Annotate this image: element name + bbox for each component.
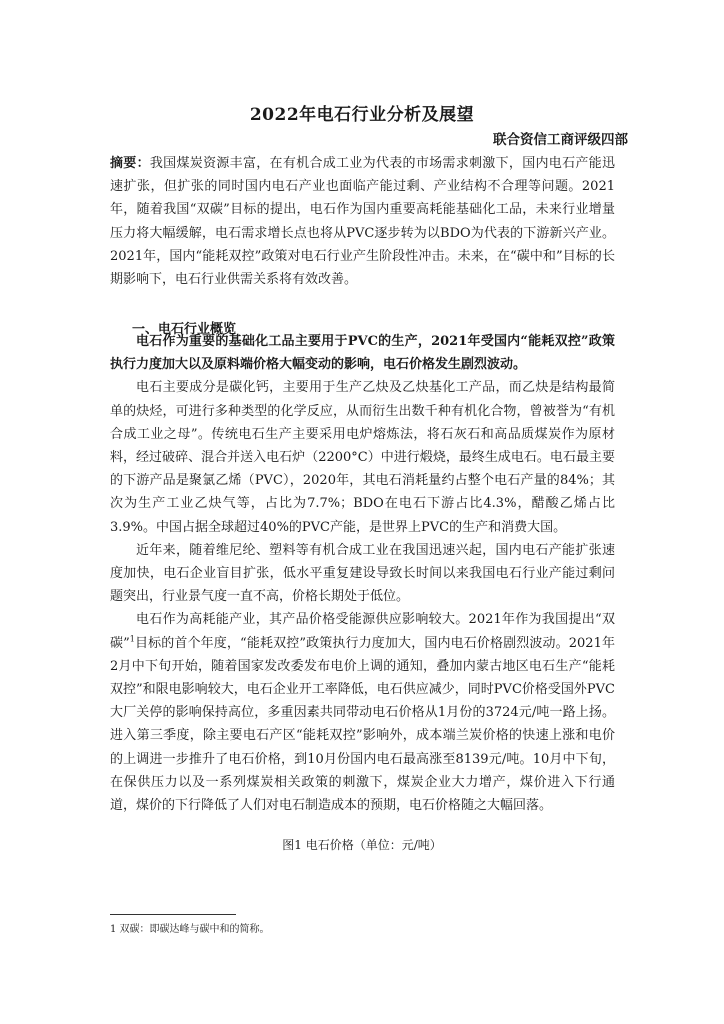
document-title: 2022年电石行业分析及展望: [249, 105, 475, 125]
section-body: [110, 330, 615, 817]
abstract-label: 摘要：: [110, 156, 150, 171]
footnote-ref: 1: [129, 634, 135, 644]
paragraph-3-part-a: 电石作为高耗能产业，其产品价格受能源供应影响较大。2021年作为我国提出“双碳”: [110, 612, 615, 651]
footnote-divider: [110, 914, 236, 915]
figure-caption: 图1 电石价格（单位：元/吨）: [282, 838, 442, 852]
footnote: 1 双碳：即碳达峰与碳中和的简称。: [110, 924, 270, 935]
abstract: [110, 152, 615, 291]
paragraph-3: [110, 608, 615, 817]
author-org: 联合资信工商评级四部: [493, 132, 628, 148]
paragraph-2: 近年来，随着维尼纶、塑料等有机合成工业在我国迅速兴起，国内电石产能扩张速度加快，电石企业盲目扩张，低水平重复建设导致长时间以来我国电石行业产能过剩问题突出，行业景气度一直不高，价格长期处于低位。: [110, 542, 615, 605]
section-heading: 一、电石行业概览: [132, 322, 237, 337]
abstract-text: 我国煤炭资源丰富，在有机合成工业为代表的市场需求刺激下，国内电石产能迅速扩张，但扩张的同时国内电石产业也面临产能过剩、产业结构不合理等问题。2021年，随着我国“双碳”目标的提出，电石作为国内重要高耗能基础化工品，未来行业增量压力将大幅缓解，电石需求增长点也将从PVC逐步转为以BDO为代表的下游新兴产业。2021年，国内“能耗双控”政策对电石行业产生阶段性冲击。未来，在“碳中和”目标的长期影响下，电石行业供需关系将有效改善。: [110, 156, 615, 288]
paragraph-3-part-b: 目标的首个年度，“能耗双控”政策执行力度加大，国内电石价格剧烈波动。2021年2月中下旬开始，随着国家发改委发布电价上调的通知，叠加内蒙古地区电石生产“能耗双控”和限电影响较大，电石企业开工率降低，电石供应减少，同时PVC价格受国外PVC大厂关停的影响保持高位，多重因素共同带动电石价格从1月份的3724元/吨一路上扬。进入第三季度，除主要电石产区“能耗双控”影响外，成本端兰炭价格的快速上涨和电价的上调进一步推升了电石价格，到10月份国内电石最高涨至8139元/吨。10月中下旬，在保供压力以及一系列煤炭相关政策的刺激下，煤炭企业大力增产，煤价进入下行通道，煤价的下行降低了人们对电石制造成本的预期，电石价格随之大幅回落。: [110, 635, 615, 814]
section-lead: 电石作为重要的基础化工品主要用于PVC的生产，2021年受国内“能耗双控”政策执行力度加大以及原料端价格大幅变动的影响，电石价格发生剧烈波动。: [110, 334, 615, 373]
paragraph-1: 电石主要成分是碳化钙，主要用于生产乙炔及乙炔基化工产品，而乙炔是结构最简单的炔烃，可进行多种类型的化学反应，从而衍生出数千种有机化合物，曾被誉为“有机合成工业之母”。传统电石生产主要采用电炉熔炼法，将石灰石和高品质煤炭作为原材料，经过破碎、混合并送入电石炉（2200°C）中进行煅烧，最终生成电石。电石最主要的下游产品是聚氯乙烯（PVC），2020年，其电石消耗量约占整个电石产量的84%；其次为生产工业乙炔气等，占比为7.7%；BDO在电石下游占比4.3%，醋酸乙烯占比3.9%。中国占据全球超过40%的PVC产能，是世界上PVC的生产和消费大国。: [110, 380, 615, 535]
